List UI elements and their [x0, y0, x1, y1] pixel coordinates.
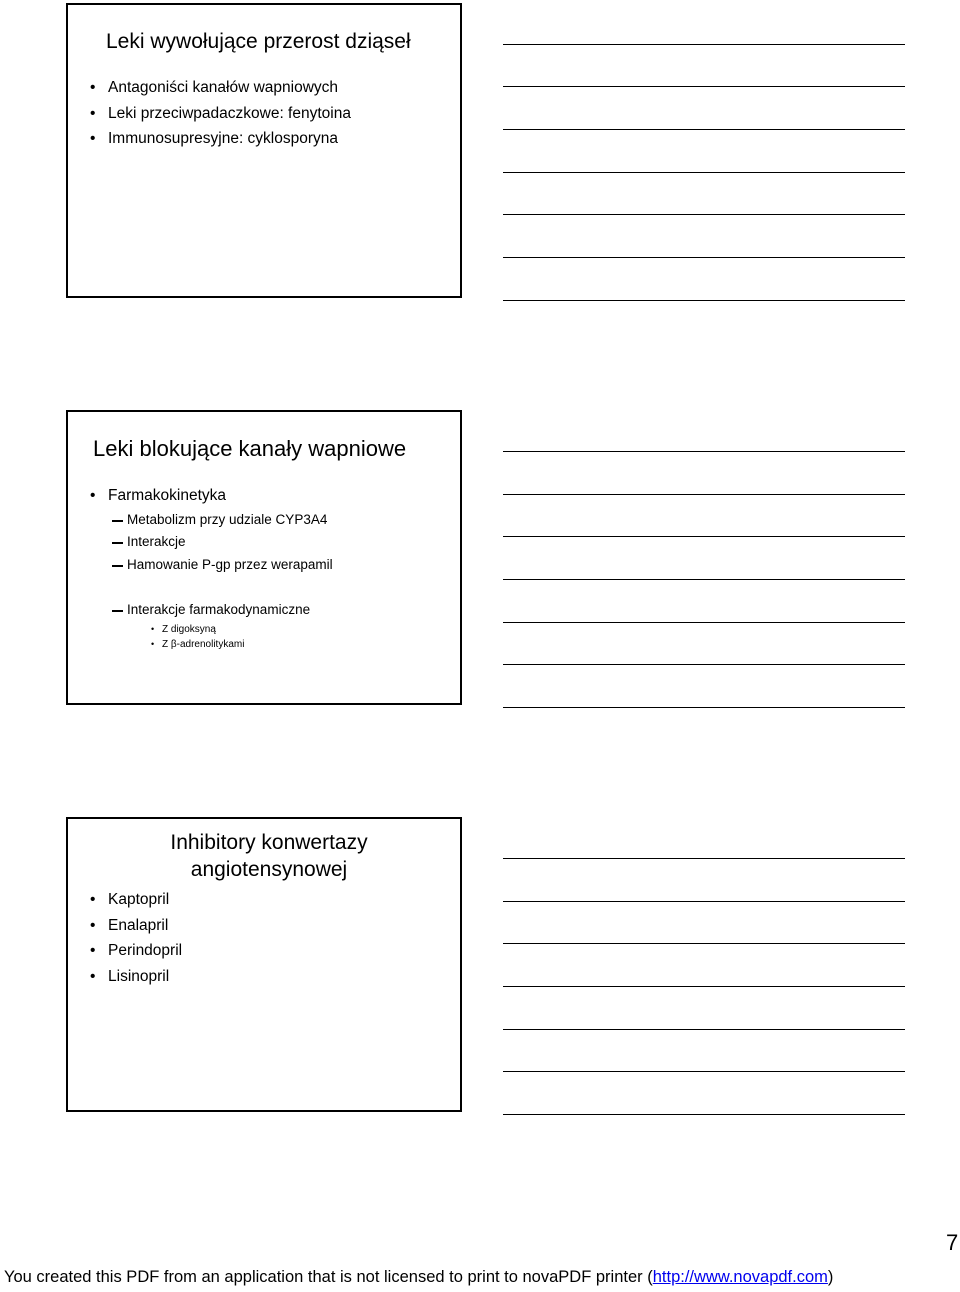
note-line	[503, 257, 905, 258]
list-item: • Kaptopril	[90, 887, 182, 913]
note-line	[503, 44, 905, 45]
slide-2	[66, 410, 462, 705]
note-line	[503, 901, 905, 902]
footer-text-end: )	[827, 1268, 834, 1286]
note-line	[503, 172, 905, 173]
note-line	[503, 664, 905, 665]
note-line	[503, 858, 905, 859]
list-item: Interakcje farmakodynamiczne	[90, 599, 333, 622]
slide-title: Inhibitory konwertazy angiotensynowej	[170, 831, 368, 881]
note-line	[503, 129, 905, 130]
page-number: 7	[946, 1230, 959, 1255]
note-line	[503, 622, 905, 623]
note-line	[503, 943, 905, 944]
footer-link[interactable]: http://www.novapdf.com	[652, 1268, 828, 1286]
note-line	[503, 494, 905, 495]
list-item: Metabolizm przy udziale CYP3A4	[90, 509, 333, 532]
note-line	[503, 1114, 905, 1115]
list-item: • Enalapril	[90, 913, 182, 939]
note-line	[503, 536, 905, 537]
note-line	[503, 451, 905, 452]
list-item: • Perindopril	[90, 938, 182, 964]
footer-text: You created this PDF from an application that is not licensed to print to novaPDF printer (	[4, 1268, 653, 1286]
list-item: • Z β-adrenolitykami	[90, 637, 333, 652]
list-spacer	[90, 576, 333, 599]
slide-1	[66, 3, 462, 298]
slide-3	[66, 817, 462, 1112]
list-item: • Leki przeciwpadaczkowe: fenytoina	[90, 101, 351, 127]
list-item: Interakcje	[90, 531, 333, 554]
footer-notice	[4, 1268, 833, 1287]
bullet-list	[90, 75, 351, 152]
bullet-list	[90, 887, 182, 989]
note-line	[503, 986, 905, 987]
list-item: Hamowanie P-gp przez werapamil	[90, 554, 333, 577]
note-line	[503, 1029, 905, 1030]
bullet-list	[90, 483, 333, 652]
list-item: • Antagoniści kanałów wapniowych	[90, 75, 351, 101]
list-item: • Immunosupresyjne: cyklosporyna	[90, 126, 351, 152]
slide-title: Leki wywołujące przerost dziąseł	[106, 30, 411, 53]
note-line	[503, 707, 905, 708]
note-line	[503, 214, 905, 215]
list-item: • Farmakokinetyka	[90, 483, 333, 509]
list-item: • Lisinopril	[90, 964, 182, 990]
note-line	[503, 1071, 905, 1072]
slide-title: Leki blokujące kanały wapniowe	[93, 436, 407, 461]
note-line	[503, 579, 905, 580]
note-line	[503, 86, 905, 87]
note-line	[503, 300, 905, 301]
list-item: • Z digoksyną	[90, 622, 333, 637]
